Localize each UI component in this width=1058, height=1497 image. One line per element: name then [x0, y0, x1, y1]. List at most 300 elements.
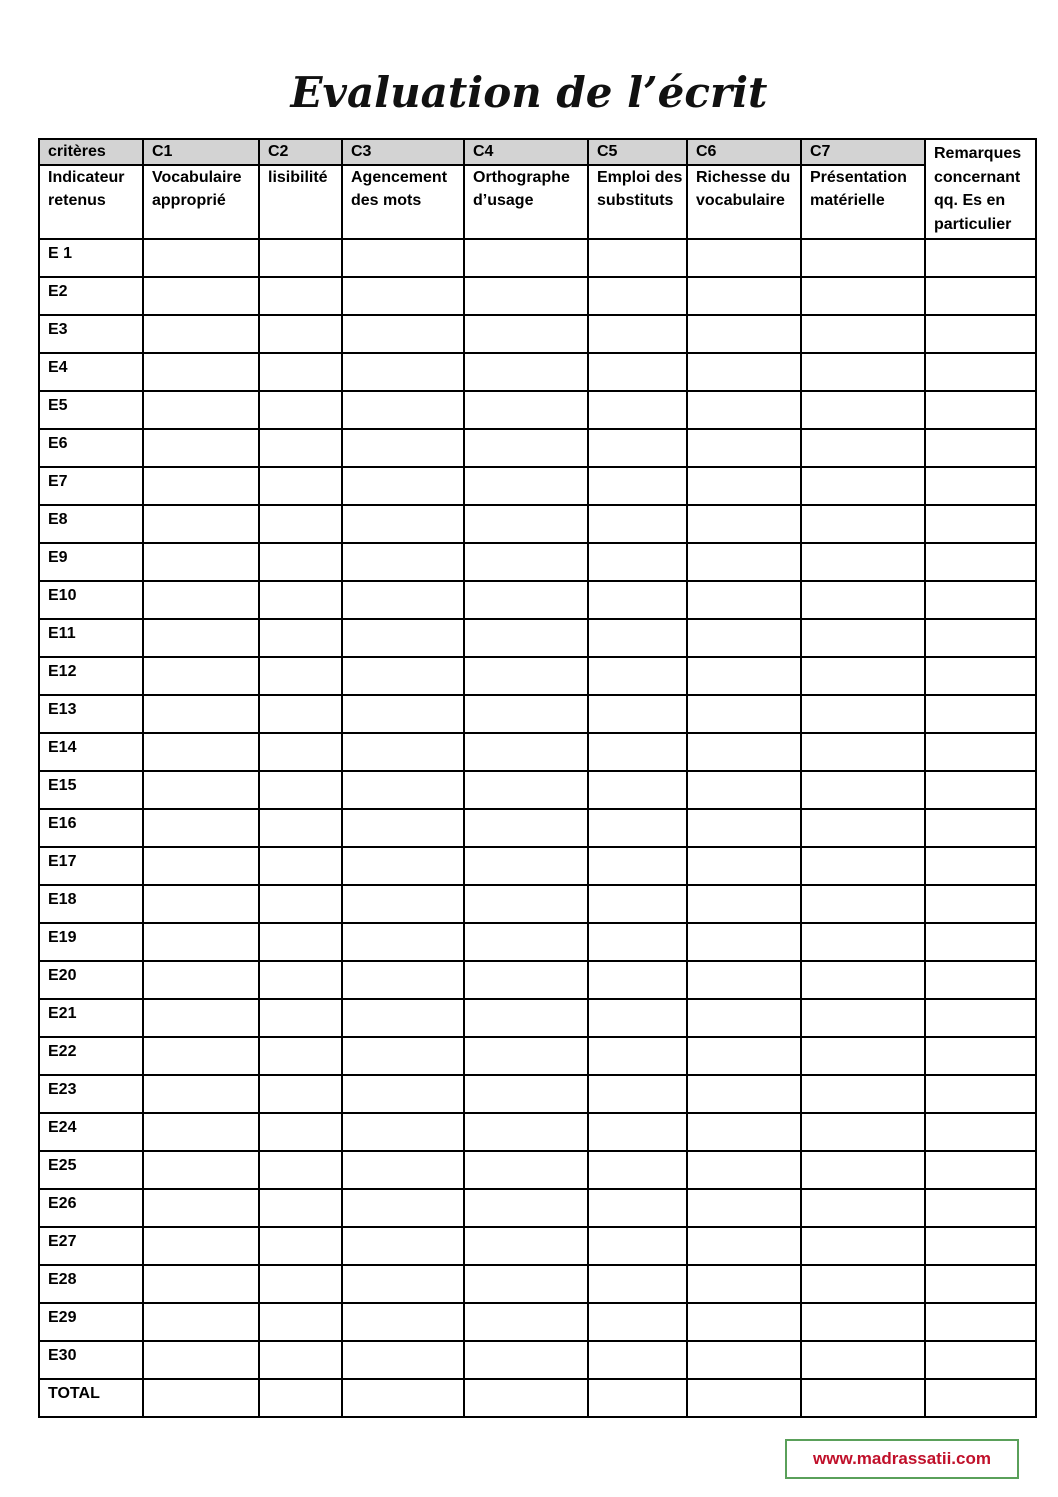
evaluation-table	[38, 138, 1037, 1418]
row-label: E17	[39, 847, 143, 885]
score-cell[interactable]	[259, 657, 342, 695]
criterion-code-c7: C7	[801, 139, 925, 165]
score-cell[interactable]	[687, 391, 801, 429]
score-cell[interactable]	[143, 961, 259, 999]
score-cell[interactable]	[464, 695, 588, 733]
remark-cell[interactable]	[925, 999, 1036, 1037]
criterion-code-c2: C2	[259, 139, 342, 165]
score-cell[interactable]	[464, 1379, 588, 1417]
score-cell[interactable]	[687, 1379, 801, 1417]
score-cell[interactable]	[687, 695, 801, 733]
score-cell[interactable]	[464, 429, 588, 467]
score-cell[interactable]	[259, 429, 342, 467]
score-cell[interactable]	[687, 1303, 801, 1341]
score-cell[interactable]	[143, 1113, 259, 1151]
remark-cell[interactable]	[925, 467, 1036, 505]
row-label: E7	[39, 467, 143, 505]
score-cell[interactable]	[342, 695, 464, 733]
score-cell[interactable]	[464, 1151, 588, 1189]
score-cell[interactable]	[687, 1151, 801, 1189]
remark-cell[interactable]	[925, 923, 1036, 961]
score-cell[interactable]	[143, 1075, 259, 1113]
remark-cell[interactable]	[925, 391, 1036, 429]
remark-cell[interactable]	[925, 619, 1036, 657]
row-label: E15	[39, 771, 143, 809]
score-cell[interactable]	[464, 1303, 588, 1341]
score-cell[interactable]	[259, 771, 342, 809]
score-cell[interactable]	[588, 771, 687, 809]
score-cell[interactable]	[464, 961, 588, 999]
score-cell[interactable]	[464, 543, 588, 581]
score-cell[interactable]	[143, 733, 259, 771]
remark-cell[interactable]	[925, 1113, 1036, 1151]
row-label: E5	[39, 391, 143, 429]
score-cell[interactable]	[143, 1265, 259, 1303]
score-cell[interactable]	[143, 467, 259, 505]
score-cell[interactable]	[143, 505, 259, 543]
score-cell[interactable]	[342, 809, 464, 847]
score-cell[interactable]	[687, 885, 801, 923]
score-cell[interactable]	[588, 277, 687, 315]
score-cell[interactable]	[464, 733, 588, 771]
score-cell[interactable]	[143, 315, 259, 353]
score-cell[interactable]	[464, 847, 588, 885]
score-cell[interactable]	[588, 505, 687, 543]
score-cell[interactable]	[259, 885, 342, 923]
score-cell[interactable]	[588, 1227, 687, 1265]
score-cell[interactable]	[588, 1189, 687, 1227]
score-cell[interactable]	[143, 923, 259, 961]
score-cell[interactable]	[464, 809, 588, 847]
score-cell[interactable]	[464, 999, 588, 1037]
score-cell[interactable]	[687, 657, 801, 695]
score-cell[interactable]	[687, 581, 801, 619]
score-cell[interactable]	[143, 885, 259, 923]
row-label: E20	[39, 961, 143, 999]
score-cell[interactable]	[259, 1227, 342, 1265]
score-cell[interactable]	[801, 543, 925, 581]
score-cell[interactable]	[588, 809, 687, 847]
table-row	[39, 239, 1036, 277]
score-cell[interactable]	[143, 543, 259, 581]
score-cell[interactable]	[464, 923, 588, 961]
score-cell[interactable]	[464, 277, 588, 315]
score-cell[interactable]	[687, 315, 801, 353]
score-cell[interactable]	[342, 847, 464, 885]
score-cell[interactable]	[801, 771, 925, 809]
score-cell[interactable]	[588, 961, 687, 999]
score-cell[interactable]	[687, 1227, 801, 1265]
score-cell[interactable]	[588, 543, 687, 581]
table-row	[39, 391, 1036, 429]
indicator-c5: Emploi des substituts	[588, 165, 687, 239]
score-cell[interactable]	[342, 657, 464, 695]
score-cell[interactable]	[801, 657, 925, 695]
score-cell[interactable]	[801, 923, 925, 961]
row-label: E26	[39, 1189, 143, 1227]
score-cell[interactable]	[687, 1037, 801, 1075]
score-cell[interactable]	[588, 239, 687, 277]
score-cell[interactable]	[588, 657, 687, 695]
remark-cell[interactable]	[925, 581, 1036, 619]
row-label: E13	[39, 695, 143, 733]
remark-cell[interactable]	[925, 429, 1036, 467]
score-cell[interactable]	[588, 1113, 687, 1151]
score-cell[interactable]	[801, 505, 925, 543]
row-label: E 1	[39, 239, 143, 277]
score-cell[interactable]	[259, 695, 342, 733]
indicator-c4: Orthographe d’usage	[464, 165, 588, 239]
remark-cell[interactable]	[925, 1379, 1036, 1417]
criteria-row	[39, 139, 1036, 165]
score-cell[interactable]	[259, 923, 342, 961]
score-cell[interactable]	[342, 1113, 464, 1151]
remark-cell[interactable]	[925, 1265, 1036, 1303]
score-cell[interactable]	[342, 315, 464, 353]
score-cell[interactable]	[464, 581, 588, 619]
score-cell[interactable]	[687, 277, 801, 315]
criterion-code-c6: C6	[687, 139, 801, 165]
remark-cell[interactable]	[925, 277, 1036, 315]
row-label: E12	[39, 657, 143, 695]
score-cell[interactable]	[342, 467, 464, 505]
score-cell[interactable]	[143, 999, 259, 1037]
score-cell[interactable]	[588, 1151, 687, 1189]
row-label: E23	[39, 1075, 143, 1113]
score-cell[interactable]	[259, 391, 342, 429]
score-cell[interactable]	[464, 1113, 588, 1151]
score-cell[interactable]	[143, 1189, 259, 1227]
score-cell[interactable]	[342, 619, 464, 657]
score-cell[interactable]	[342, 999, 464, 1037]
remark-cell[interactable]	[925, 353, 1036, 391]
row-label: E11	[39, 619, 143, 657]
remark-cell[interactable]	[925, 505, 1036, 543]
score-cell[interactable]	[259, 1075, 342, 1113]
score-cell[interactable]	[687, 505, 801, 543]
score-cell[interactable]	[464, 1227, 588, 1265]
score-cell[interactable]	[342, 1189, 464, 1227]
criterion-code-c3: C3	[342, 139, 464, 165]
score-cell[interactable]	[259, 1037, 342, 1075]
score-cell[interactable]	[342, 1265, 464, 1303]
score-cell[interactable]	[588, 315, 687, 353]
score-cell[interactable]	[464, 1265, 588, 1303]
remark-cell[interactable]	[925, 657, 1036, 695]
score-cell[interactable]	[342, 1303, 464, 1341]
score-cell[interactable]	[143, 581, 259, 619]
remark-cell[interactable]	[925, 1189, 1036, 1227]
table-row	[39, 1189, 1036, 1227]
score-cell[interactable]	[801, 733, 925, 771]
score-cell[interactable]	[342, 1227, 464, 1265]
score-cell[interactable]	[143, 1227, 259, 1265]
score-cell[interactable]	[801, 847, 925, 885]
score-cell[interactable]	[687, 619, 801, 657]
remark-cell[interactable]	[925, 239, 1036, 277]
score-cell[interactable]	[588, 885, 687, 923]
score-cell[interactable]	[464, 467, 588, 505]
score-cell[interactable]	[588, 999, 687, 1037]
score-cell[interactable]	[143, 771, 259, 809]
score-cell[interactable]	[259, 1151, 342, 1189]
score-cell[interactable]	[143, 391, 259, 429]
score-cell[interactable]	[143, 1151, 259, 1189]
score-cell[interactable]	[464, 505, 588, 543]
row-label: E19	[39, 923, 143, 961]
score-cell[interactable]	[464, 391, 588, 429]
score-cell[interactable]	[259, 1341, 342, 1379]
score-cell[interactable]	[259, 1113, 342, 1151]
criterion-code-c1: C1	[143, 139, 259, 165]
score-cell[interactable]	[801, 581, 925, 619]
remark-cell[interactable]	[925, 543, 1036, 581]
score-cell[interactable]	[143, 619, 259, 657]
score-cell[interactable]	[259, 315, 342, 353]
score-cell[interactable]	[143, 847, 259, 885]
score-cell[interactable]	[687, 923, 801, 961]
score-cell[interactable]	[342, 505, 464, 543]
score-cell[interactable]	[259, 733, 342, 771]
table-row	[39, 695, 1036, 733]
score-cell[interactable]	[588, 1265, 687, 1303]
score-cell[interactable]	[342, 923, 464, 961]
score-cell[interactable]	[342, 1151, 464, 1189]
score-cell[interactable]	[687, 429, 801, 467]
score-cell[interactable]	[342, 885, 464, 923]
score-cell[interactable]	[342, 1075, 464, 1113]
score-cell[interactable]	[259, 1303, 342, 1341]
score-cell[interactable]	[588, 353, 687, 391]
score-cell[interactable]	[342, 961, 464, 999]
score-cell[interactable]	[801, 277, 925, 315]
score-cell[interactable]	[143, 657, 259, 695]
score-cell[interactable]	[588, 391, 687, 429]
score-cell[interactable]	[801, 1037, 925, 1075]
score-cell[interactable]	[801, 1113, 925, 1151]
score-cell[interactable]	[342, 353, 464, 391]
score-cell[interactable]	[801, 391, 925, 429]
score-cell[interactable]	[801, 353, 925, 391]
criterion-code-c5: C5	[588, 139, 687, 165]
table-row	[39, 961, 1036, 999]
score-cell[interactable]	[143, 353, 259, 391]
score-cell[interactable]	[342, 1341, 464, 1379]
score-cell[interactable]	[259, 809, 342, 847]
score-cell[interactable]	[588, 467, 687, 505]
score-cell[interactable]	[143, 695, 259, 733]
score-cell[interactable]	[801, 1075, 925, 1113]
score-cell[interactable]	[588, 733, 687, 771]
score-cell[interactable]	[464, 1075, 588, 1113]
score-cell[interactable]	[259, 277, 342, 315]
remark-cell[interactable]	[925, 1341, 1036, 1379]
score-cell[interactable]	[259, 353, 342, 391]
score-cell[interactable]	[687, 847, 801, 885]
score-cell[interactable]	[588, 695, 687, 733]
score-cell[interactable]	[259, 961, 342, 999]
indicator-c1: Vocabulaire approprié	[143, 165, 259, 239]
row-label: E27	[39, 1227, 143, 1265]
table-row	[39, 277, 1036, 315]
score-cell[interactable]	[143, 1379, 259, 1417]
indicator-label: Indicateur retenus	[39, 165, 143, 239]
score-cell[interactable]	[259, 847, 342, 885]
score-cell[interactable]	[588, 1341, 687, 1379]
remark-cell[interactable]	[925, 847, 1036, 885]
score-cell[interactable]	[801, 961, 925, 999]
score-cell[interactable]	[801, 239, 925, 277]
score-cell[interactable]	[342, 277, 464, 315]
score-cell[interactable]	[342, 1037, 464, 1075]
score-cell[interactable]	[259, 467, 342, 505]
score-cell[interactable]	[687, 1265, 801, 1303]
score-cell[interactable]	[259, 619, 342, 657]
score-cell[interactable]	[464, 885, 588, 923]
score-cell[interactable]	[687, 771, 801, 809]
table-row	[39, 543, 1036, 581]
score-cell[interactable]	[464, 239, 588, 277]
score-cell[interactable]	[801, 1303, 925, 1341]
remark-cell[interactable]	[925, 1037, 1036, 1075]
row-label: E24	[39, 1113, 143, 1151]
table-row	[39, 1113, 1036, 1151]
website-link[interactable]: www.madrassatii.com	[785, 1439, 1019, 1479]
score-cell[interactable]	[464, 353, 588, 391]
score-cell[interactable]	[143, 1341, 259, 1379]
score-cell[interactable]	[342, 543, 464, 581]
remark-cell[interactable]	[925, 961, 1036, 999]
score-cell[interactable]	[801, 885, 925, 923]
remark-cell[interactable]	[925, 1151, 1036, 1189]
score-cell[interactable]	[588, 1075, 687, 1113]
score-cell[interactable]	[687, 1189, 801, 1227]
score-cell[interactable]	[259, 505, 342, 543]
score-cell[interactable]	[342, 581, 464, 619]
score-cell[interactable]	[801, 999, 925, 1037]
score-cell[interactable]	[143, 277, 259, 315]
score-cell[interactable]	[801, 467, 925, 505]
score-cell[interactable]	[801, 809, 925, 847]
table-row	[39, 1379, 1036, 1417]
score-cell[interactable]	[801, 1227, 925, 1265]
table-row	[39, 847, 1036, 885]
score-cell[interactable]	[259, 581, 342, 619]
score-cell[interactable]	[259, 1379, 342, 1417]
remark-cell[interactable]	[925, 885, 1036, 923]
score-cell[interactable]	[143, 1037, 259, 1075]
score-cell[interactable]	[687, 961, 801, 999]
remark-cell[interactable]	[925, 695, 1036, 733]
table-row	[39, 619, 1036, 657]
score-cell[interactable]	[588, 1037, 687, 1075]
score-cell[interactable]	[464, 315, 588, 353]
score-cell[interactable]	[464, 771, 588, 809]
score-cell[interactable]	[259, 543, 342, 581]
score-cell[interactable]	[143, 1303, 259, 1341]
score-cell[interactable]	[588, 847, 687, 885]
score-cell[interactable]	[687, 239, 801, 277]
score-cell[interactable]	[801, 315, 925, 353]
score-cell[interactable]	[464, 619, 588, 657]
score-cell[interactable]	[801, 429, 925, 467]
table-row	[39, 1341, 1036, 1379]
score-cell[interactable]	[687, 1341, 801, 1379]
score-cell[interactable]	[801, 695, 925, 733]
remark-cell[interactable]	[925, 1075, 1036, 1113]
score-cell[interactable]	[801, 1151, 925, 1189]
score-cell[interactable]	[342, 391, 464, 429]
score-cell[interactable]	[588, 581, 687, 619]
score-cell[interactable]	[342, 239, 464, 277]
table-row	[39, 771, 1036, 809]
table-row	[39, 581, 1036, 619]
table-row	[39, 1151, 1036, 1189]
remark-cell[interactable]	[925, 733, 1036, 771]
score-cell[interactable]	[588, 1303, 687, 1341]
score-cell[interactable]	[588, 923, 687, 961]
remark-cell[interactable]	[925, 771, 1036, 809]
row-label: E6	[39, 429, 143, 467]
score-cell[interactable]	[687, 809, 801, 847]
score-cell[interactable]	[342, 733, 464, 771]
score-cell[interactable]	[687, 543, 801, 581]
row-label: E28	[39, 1265, 143, 1303]
score-cell[interactable]	[801, 619, 925, 657]
table-row	[39, 353, 1036, 391]
score-cell[interactable]	[687, 467, 801, 505]
remark-cell[interactable]	[925, 1227, 1036, 1265]
score-cell[interactable]	[342, 1379, 464, 1417]
row-label: E30	[39, 1341, 143, 1379]
score-cell[interactable]	[687, 353, 801, 391]
score-cell[interactable]	[259, 999, 342, 1037]
remark-cell[interactable]	[925, 809, 1036, 847]
score-cell[interactable]	[464, 1037, 588, 1075]
score-cell[interactable]	[588, 429, 687, 467]
row-label: E2	[39, 277, 143, 315]
score-cell[interactable]	[143, 429, 259, 467]
score-cell[interactable]	[687, 1113, 801, 1151]
score-cell[interactable]	[687, 733, 801, 771]
table-row	[39, 733, 1036, 771]
score-cell[interactable]	[259, 239, 342, 277]
score-cell[interactable]	[801, 1341, 925, 1379]
score-cell[interactable]	[588, 1379, 687, 1417]
score-cell[interactable]	[259, 1189, 342, 1227]
score-cell[interactable]	[342, 771, 464, 809]
score-cell[interactable]	[464, 1341, 588, 1379]
table-row	[39, 429, 1036, 467]
score-cell[interactable]	[687, 999, 801, 1037]
score-cell[interactable]	[801, 1265, 925, 1303]
score-cell[interactable]	[687, 1075, 801, 1113]
remark-cell[interactable]	[925, 1303, 1036, 1341]
row-label: E29	[39, 1303, 143, 1341]
score-cell[interactable]	[259, 1265, 342, 1303]
indicator-row	[39, 165, 1036, 239]
score-cell[interactable]	[143, 239, 259, 277]
score-cell[interactable]	[464, 1189, 588, 1227]
remark-cell[interactable]	[925, 315, 1036, 353]
score-cell[interactable]	[801, 1379, 925, 1417]
score-cell[interactable]	[588, 619, 687, 657]
score-cell[interactable]	[464, 657, 588, 695]
score-cell[interactable]	[801, 1189, 925, 1227]
score-cell[interactable]	[342, 429, 464, 467]
score-cell[interactable]	[143, 809, 259, 847]
remarks-header: Remarques concernant qq. Es en particulier	[925, 139, 1036, 239]
